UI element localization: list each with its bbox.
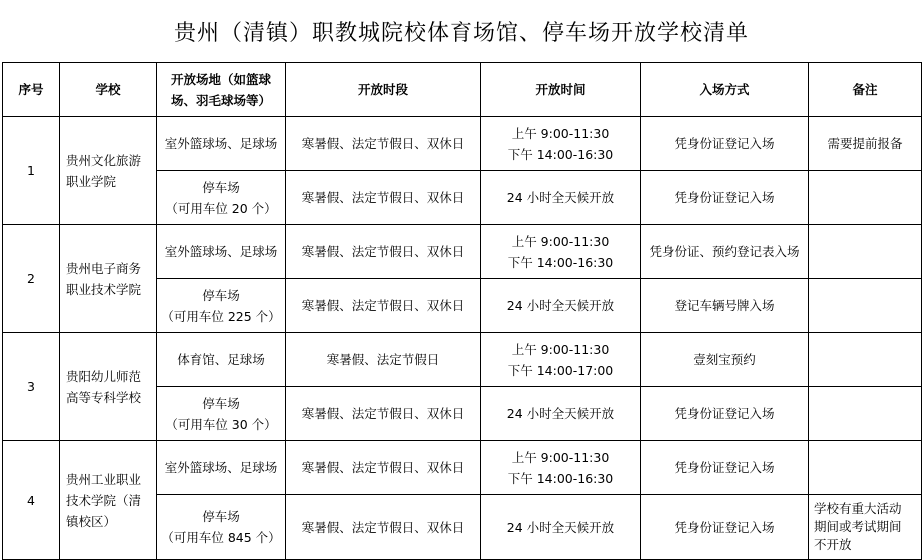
remark-cell — [809, 171, 922, 225]
header-venue-line: 开放场地（如篮球 — [170, 71, 271, 87]
venue-line: （可用车位 20 个） — [165, 200, 277, 216]
time-line: 24 小时全天候开放 — [506, 298, 615, 313]
entry-cell: 登记车辆号牌入场 — [641, 279, 809, 333]
period-cell: 寒暑假、法定节假日、双休日 — [286, 441, 481, 495]
remark-line: 学校有重大活动 — [814, 501, 902, 516]
school-name-line: 职业技术学院 — [66, 281, 142, 297]
venue-table — [2, 62, 922, 560]
venue-line: 室外篮球场、足球场 — [164, 244, 278, 259]
time-line: 上午 9:00-11:30 — [511, 233, 610, 249]
entry-cell: 凭身份证登记入场 — [641, 117, 809, 171]
school-number-cell: 2 — [3, 225, 60, 333]
header-entry: 入场方式 — [641, 63, 809, 117]
header-venue-line: 场、羽毛球场等） — [170, 92, 271, 108]
header-row — [3, 63, 922, 117]
venue-line: 停车场 — [202, 509, 240, 524]
time-line: 24 小时全天候开放 — [506, 190, 615, 205]
period-cell: 寒暑假、法定节假日、双休日 — [286, 117, 481, 171]
school-name-cell — [60, 333, 157, 441]
header-remark: 备注 — [809, 63, 922, 117]
header-venue — [157, 63, 286, 117]
remark-line: 需要提前报备 — [827, 136, 903, 151]
venue-line: 室外篮球场、足球场 — [164, 460, 278, 475]
remark-cell — [809, 225, 922, 279]
time-cell — [481, 495, 641, 560]
period-cell: 寒暑假、法定节假日、双休日 — [286, 495, 481, 560]
page-title: 贵州（清镇）职教城院校体育场馆、停车场开放学校清单 — [173, 20, 749, 46]
school-name-line: 高等专科学校 — [66, 389, 142, 405]
time-cell — [481, 171, 641, 225]
time-line: 24 小时全天候开放 — [506, 519, 615, 535]
time-line: 下午 14:00-16:30 — [507, 254, 614, 270]
time-line: 上午 9:00-11:30 — [511, 449, 610, 465]
venue-line: 停车场 — [202, 179, 240, 195]
venue-cell — [157, 441, 286, 495]
venue-cell — [157, 387, 286, 441]
remark-cell — [809, 495, 922, 560]
venue-line: 停车场 — [202, 287, 240, 303]
entry-cell: 凭身份证登记入场 — [641, 171, 809, 225]
venue-line: 停车场 — [202, 395, 240, 411]
venue-cell — [157, 117, 286, 171]
remark-cell — [809, 441, 922, 495]
venue-line: 室外篮球场、足球场 — [164, 136, 278, 151]
table-row — [3, 225, 922, 279]
time-cell — [481, 333, 641, 387]
header-period: 开放时段 — [286, 63, 481, 117]
venue-line: （可用车位 225 个） — [161, 308, 281, 324]
header-no: 序号 — [3, 63, 60, 117]
period-cell: 寒暑假、法定节假日、双休日 — [286, 171, 481, 225]
venue-cell — [157, 333, 286, 387]
school-name-line: 贵州文化旅游 — [66, 152, 142, 168]
venue-cell — [157, 171, 286, 225]
entry-cell: 凭身份证登记入场 — [641, 387, 809, 441]
remark-cell — [809, 387, 922, 441]
school-number-cell: 4 — [3, 441, 60, 560]
time-line: 24 小时全天候开放 — [506, 406, 615, 421]
school-number-cell: 3 — [3, 333, 60, 441]
time-line: 上午 9:00-11:30 — [511, 125, 610, 141]
remark-cell — [809, 333, 922, 387]
remark-line: 不开放 — [814, 537, 852, 552]
header-school: 学校 — [60, 63, 157, 117]
entry-cell: 凭身份证、预约登记表入场 — [641, 225, 809, 279]
time-cell — [481, 117, 641, 171]
venue-line: （可用车位 30 个） — [165, 416, 277, 432]
time-line: 上午 9:00-11:30 — [511, 341, 610, 357]
period-cell: 寒暑假、法定节假日 — [286, 333, 481, 387]
school-name-line: 贵州工业职业 — [66, 471, 142, 487]
school-name-line: 镇校区） — [66, 513, 117, 529]
time-line: 下午 14:00-17:00 — [507, 362, 614, 378]
table-row — [3, 333, 922, 387]
period-cell: 寒暑假、法定节假日、双休日 — [286, 279, 481, 333]
entry-cell: 壹刻宝预约 — [641, 333, 809, 387]
remark-line: 期间或考试期间 — [814, 519, 902, 534]
entry-cell: 凭身份证登记入场 — [641, 441, 809, 495]
school-name-cell — [60, 441, 157, 560]
table-row — [3, 117, 922, 171]
venue-line: （可用车位 845 个） — [161, 530, 281, 545]
remark-cell — [809, 117, 922, 171]
time-cell — [481, 387, 641, 441]
table-body — [3, 117, 922, 560]
time-line: 下午 14:00-16:30 — [507, 470, 614, 486]
table-row — [3, 441, 922, 495]
venue-cell — [157, 225, 286, 279]
period-cell: 寒暑假、法定节假日、双休日 — [286, 387, 481, 441]
school-name-cell — [60, 117, 157, 225]
venue-line: 体育馆、足球场 — [177, 352, 265, 367]
remark-cell — [809, 279, 922, 333]
header-time: 开放时间 — [481, 63, 641, 117]
time-cell — [481, 279, 641, 333]
period-cell: 寒暑假、法定节假日、双休日 — [286, 225, 481, 279]
time-line: 下午 14:00-16:30 — [507, 146, 614, 162]
school-name-line: 贵阳幼儿师范 — [66, 368, 142, 384]
venue-cell — [157, 279, 286, 333]
school-name-cell — [60, 225, 157, 333]
school-name-line: 技术学院（清 — [66, 492, 142, 508]
school-name-line: 贵州电子商务 — [66, 260, 142, 276]
school-number-cell: 1 — [3, 117, 60, 225]
time-cell — [481, 441, 641, 495]
entry-cell: 凭身份证登记入场 — [641, 495, 809, 560]
time-cell — [481, 225, 641, 279]
school-name-line: 职业学院 — [66, 173, 117, 189]
venue-cell — [157, 495, 286, 560]
